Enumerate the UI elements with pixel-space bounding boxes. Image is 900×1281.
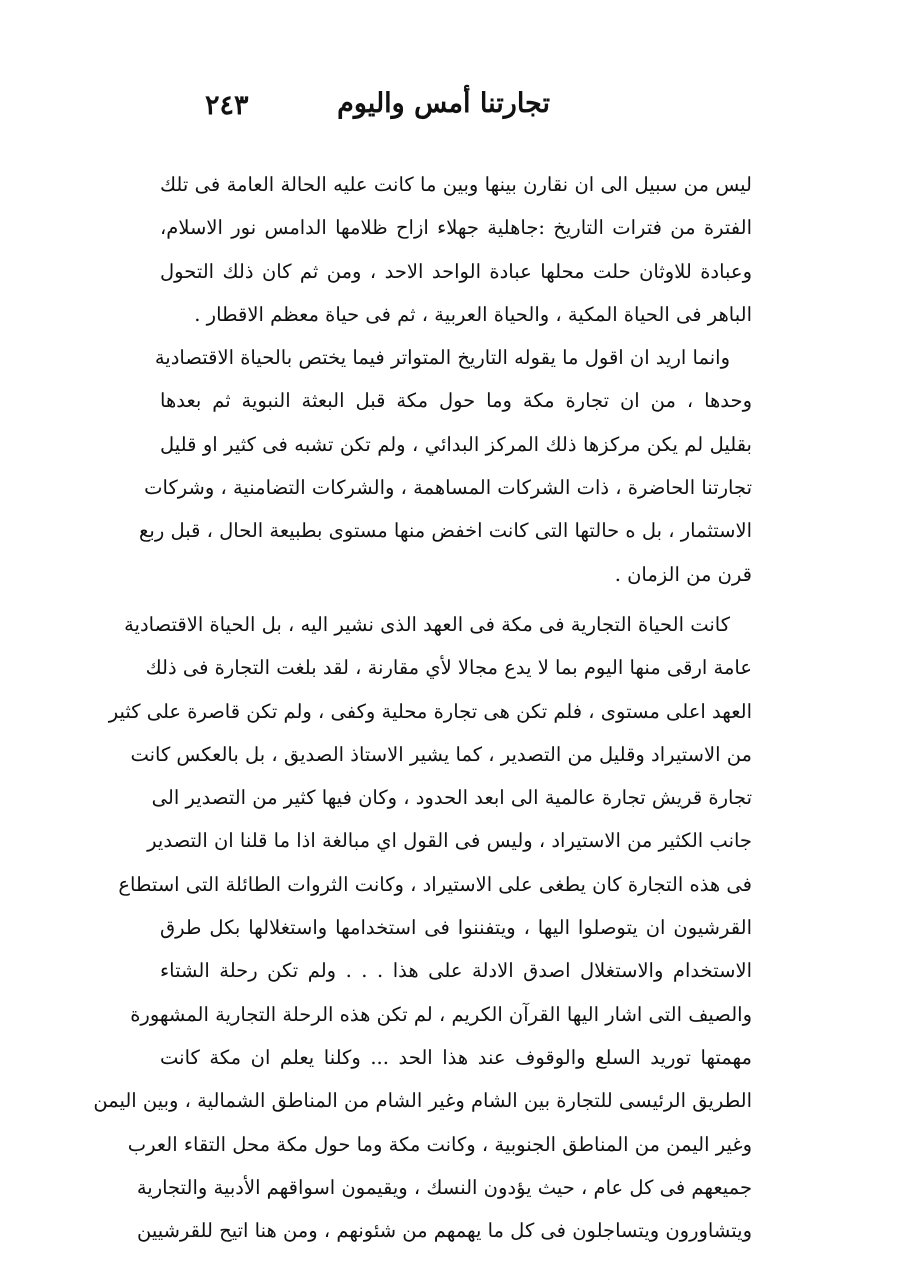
- text-line: جميعهم فى كل عام ، حيث يؤدون النسك ، ويقيمون اسواقهم الأدبية والتجارية: [136, 1175, 752, 1199]
- paragraph-2: [139, 336, 752, 596]
- paragraph-gap: [160, 596, 752, 603]
- text-line: وعبادة للاوثان حلت محلها عبادة الواحد الاحد ، ومن ثم كان ذلك التحول: [160, 259, 752, 283]
- text-line: عامة ارقى منها اليوم بما لا يدع مجالا لأي مقارنة ، لقد بلغت التجارة فى ذلك: [145, 656, 752, 680]
- text-line: وغير اليمن من المناطق الجنوبية ، وكانت مكة وما حول مكة محل التقاء العرب: [127, 1132, 752, 1156]
- text-line: مهمتها توريد السلع والوقوف عند هذا الحد ... وكلنا يعلم ان مكة كانت: [160, 1045, 752, 1069]
- text-line: الاستثمار ، بل ه حالتها التى كانت اخفض منها مستوى بطبيعة الحال ، قبل ربع: [139, 519, 752, 543]
- text-line: كانت الحياة التجارية فى مكة فى العهد الذى نشير اليه ، بل الحياة الاقتصادية: [124, 612, 730, 636]
- text-line: الفترة من فترات التاريخ :جاهلية جهلاء ازاح ظلامها الدامس نور الاسلام،: [160, 216, 752, 240]
- text-line: وانما اريد ان اقول ما يقوله التاريخ المتواتر فيما يختص بالحياة الاقتصادية: [154, 346, 730, 370]
- text-line: الباهر فى الحياة المكية ، والحياة العربية ، ثم فى حياة معظم الاقطار .: [194, 302, 752, 326]
- text-line: الطريق الرئيسى للتجارة بين الشام وغير الشام من المناطق الشمالية ، وبين اليمن: [93, 1089, 752, 1113]
- body-text: [93, 163, 752, 1252]
- text-line: تجارتنا الحاضرة ، ذات الشركات المساهمة ، والشركات التضامنية ، وشركات: [144, 476, 752, 500]
- text-line: والصيف التى اشار اليها القرآن الكريم ، لم تكن هذه الرحلة التجارية المشهورة: [130, 1002, 752, 1026]
- text-line: بقليل لم يكن مركزها ذلك المركز البدائي ، ولم تكن تشبه فى كثير او قليل: [160, 432, 752, 456]
- text-line: من الاستيراد وقليل من التصدير ، كما يشير الاستاذ الصديق ، بل بالعكس كانت: [130, 742, 752, 766]
- text-line: جانب الكثير من الاستيراد ، وليس فى القول اي مبالغة اذا ما قلنا ان التصدير: [147, 829, 752, 853]
- text-line: تجارة قريش تجارة عالمية الى ابعد الحدود ، وكان فيها كثير من التصدير الى: [151, 786, 752, 810]
- text-line: ليس من سبيل الى ان نقارن بينها وبين ما كانت عليه الحالة العامة فى تلك: [160, 173, 752, 196]
- text-line: فى هذه التجارة كان يطغى على الاستيراد ، وكانت الثروات الطائلة التى استطاع: [118, 872, 752, 896]
- text-line: العهد اعلى مستوى ، فلم تكن هى تجارة محلية وكفى ، ولم تكن قاصرة على كثير: [108, 699, 752, 723]
- text-line: وحدها ، من ان تجارة مكة وما حول مكة قبل البعثة النبوية ثم بعدها: [160, 389, 752, 413]
- text-line: الاستخدام والاستغلال اصدق الادلة على هذا . . . ولم تكن رحلة الشتاء: [160, 959, 752, 983]
- paragraph-3: [93, 603, 752, 1252]
- text-line: ويتشاورون ويتساجلون فى كل ما يهمهم من شئونهم ، ومن هنا اتيح للقرشيين: [136, 1219, 752, 1243]
- text-line: قرن من الزمان .: [614, 562, 752, 586]
- running-title: تجارتنا أمس واليوم: [337, 88, 550, 119]
- paragraph-1: [160, 163, 752, 336]
- text-line: القرشيون ان يتوصلوا اليها ، ويتفننوا فى استخدامها واستغلالها بكل طرق: [160, 916, 752, 940]
- page-number: ٢٤٣: [205, 90, 249, 121]
- page-header: [205, 88, 550, 128]
